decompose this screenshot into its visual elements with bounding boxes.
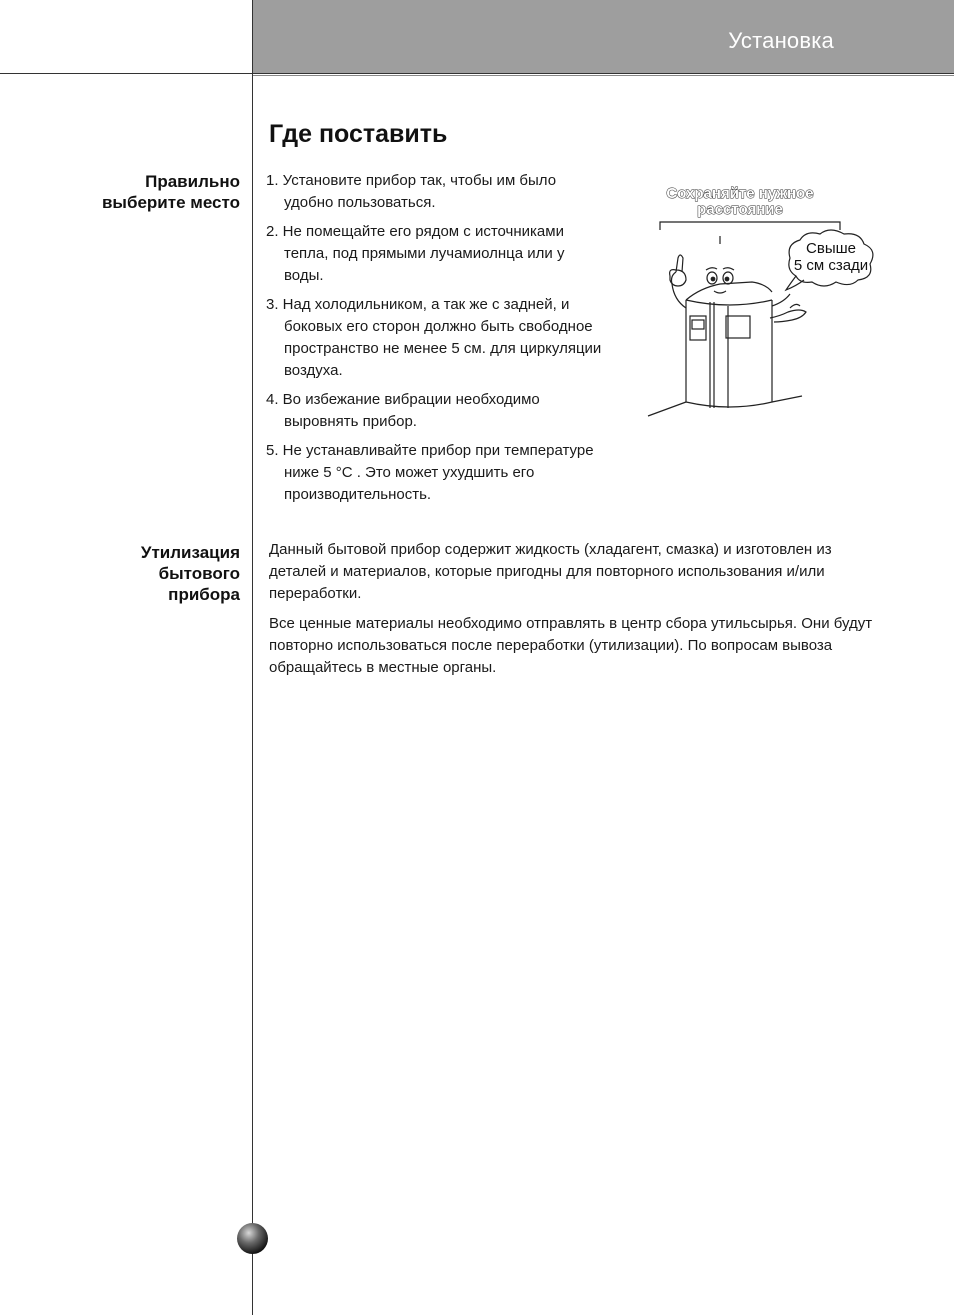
paragraph: Данный бытовой прибор содержит жидкость (хладагент, смазка) и изготовлен из деталей и материалов, которые пригодны для повторного использования и/или переработки. — [269, 541, 832, 602]
clearance-caption — [640, 186, 840, 218]
speech-bubble-text — [788, 240, 874, 274]
disposal-heading-line: прибора — [168, 585, 240, 604]
section-title: Установка — [728, 28, 834, 53]
page-marker-bullet — [237, 1223, 268, 1254]
margin-divider — [252, 0, 253, 1315]
disposal-heading-line: Утилизация — [140, 543, 240, 562]
disposal-text — [269, 539, 879, 687]
page-title: Где поставить — [269, 120, 448, 148]
speech-bubble-line: 5 см сзади — [793, 257, 869, 274]
list-item: 4. Во избежание вибрации необходимо выровнять прибор. — [266, 391, 540, 430]
header-rule-secondary — [253, 75, 954, 76]
list-item: 5. Не устанавливайте прибор при температуре ниже 5 °C . Это может ухудшить его производительность. — [266, 442, 594, 503]
disposal-heading-line: бытового — [158, 564, 240, 583]
placement-list — [266, 170, 606, 513]
header-rule — [0, 73, 954, 74]
placement-heading-line: выберите место — [101, 193, 240, 212]
refrigerator-illustration — [640, 180, 885, 430]
disposal-heading — [141, 542, 240, 605]
list-item: 3. Над холодильником, а так же с задней, и боковых его сторон должно быть свободное пространство не менее 5 см. для циркуляции воздуха. — [266, 296, 602, 379]
clearance-caption-line: Сохраняйте нужное — [666, 185, 814, 202]
list-item: 2. Не помещайте его рядом с источниками тепла, под прямыми лучамиолнца или у воды. — [266, 223, 565, 284]
paragraph: Все ценные материалы необходимо отправлять в центр сбора утильсырья. Они будут повторно использоваться после переработки (утилизации). По вопросам вывоза обращайтесь в местные органы. — [269, 615, 873, 676]
placement-heading — [102, 171, 240, 213]
speech-bubble-line: Свыше — [806, 240, 856, 257]
list-item: 1. Установите прибор так, чтобы им было удобно пользоваться. — [266, 172, 557, 211]
placement-heading-line: Правильно — [145, 172, 240, 191]
header-bar — [253, 0, 954, 73]
clearance-caption-line: расстояние — [697, 201, 783, 218]
